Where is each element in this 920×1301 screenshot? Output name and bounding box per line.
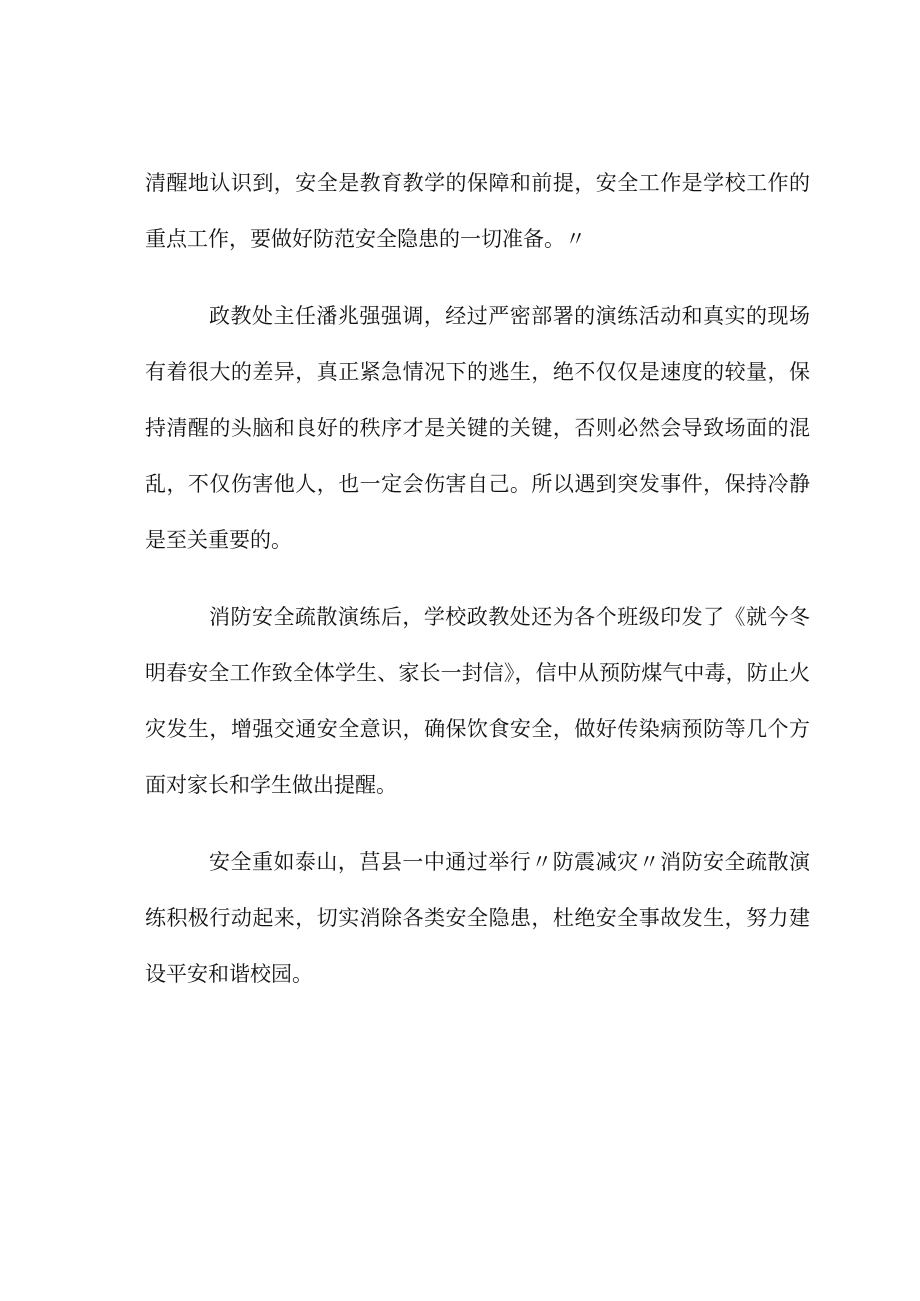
paragraph-3: 消防安全疏散演练后，学校政教处还为各个班级印发了《就今冬明春安全工作致全体学生、家长一封信》，信中从预防煤气中毒，防止火灾发生，增强交通安全意识，确保饮食安全，做好传染病预防等几个方面对家长和学生做出提醒。 — [145, 605, 810, 797]
paragraph-4: 安全重如泰山，莒县一中通过举行〃防震减灾〃消防安全疏散演练积极行动起来，切实消除各类安全隐患，杜绝安全事故发生，努力建设平安和谐校园。 — [145, 850, 810, 986]
paragraph-1: 清醒地认识到，安全是教育教学的保障和前提，安全工作是学校工作的重点工作，要做好防范安全隐患的一切准备。〃 — [145, 171, 810, 251]
document-body — [145, 155, 810, 1023]
paragraph-2: 政教处主任潘兆强强调，经过严密部署的演练活动和真实的现场有着很大的差异，真正紧急情况下的逃生，绝不仅仅是速度的较量，保持清醒的头脑和良好的秩序才是关键的关键，否则必然会导致场面的混乱，不仅伤害他人，也一定会伤害自己。所以遇到突发事件，保持冷静是至关重要的。 — [145, 304, 810, 552]
